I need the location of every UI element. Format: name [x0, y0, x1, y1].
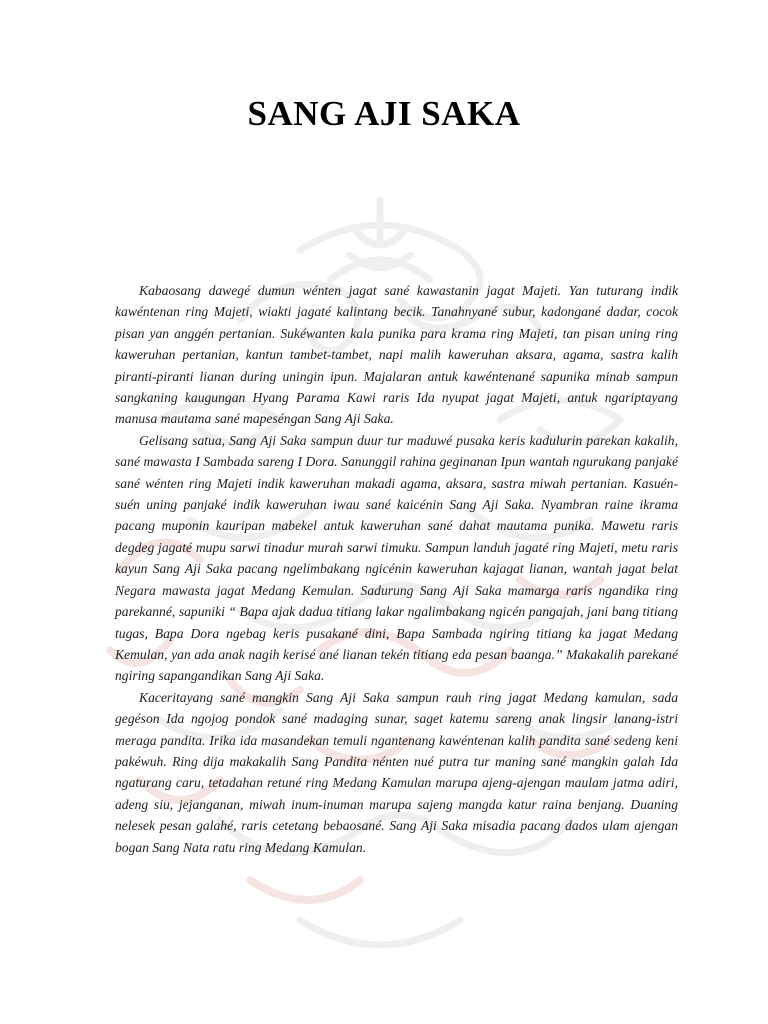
body-text — [115, 280, 678, 858]
paragraph-3: Kaceritayang sané mangkin Sang Aji Saka sampun rauh ring jagat Medang kamulan, sada gegéson Ida ngojog pondok sané madaging sunar, saget katemu sareng anak lingsir lanang-istri meraga pandita. Irika ida masandekan temuli ngantenang kawéntenan kalih pandita sané sedeng keni pakéwuh. Ring dija makakalih Sang Pandita nénten nué putra tur maning sané mangkin galah Ida ngaturang caru, tetadahan retuné ring Medang Kamulan marupa ajeng-ajengan maulam jatma adiri, adeng siu, jejanganan, miwah inum-inuman marupa sajeng mangda katur raina benjang. Duaning nelesek pesan galahé, raris cetetang bebaosané. Sang Aji Saka misadia pacang dados ulam ajengan bogan Sang Nata ratu ring Medang Kamulan. — [115, 689, 678, 855]
paragraph-1: Kabaosang dawegé dumun wénten jagat sané kawastanin jagat Majeti. Yan tuturang indik kawéntenan ring Majeti, wiakti jagaté kalintang becik. Tanahnyané subur, kadongané dadar, cocok pisan yan anggén pertanian. Sukéwanten kala punika para krama ring Majeti, tan pisan uning ring kaweruhan pertanian, kantun tambet-tambet, napi malih kaweruhan aksara, agama, sastra kalih piranti-piranti lianan during uningin ipun. Majalaran antuk kawéntenané sapunika minab sampun sangkaning kaugungan Hyang Parama Kawi raris Ida nyupat jagat Majeti, antuk ngariptayang manusa mautama sané mapeséngan Sang Aji Saka. — [115, 283, 678, 427]
paragraph-2: Gelisang satua, Sang Aji Saka sampun duur tur maduwé pusaka keris kadulurin parekan kakalih, sané mawasta I Sambada sareng I Dora. Sanunggil rahina geginanan Ipun wantah ngurukang panjaké sané wénten ring Majeti indik kaweruhan makadi agama, aksara, sastra miwah pertanian. Kasuén-suén uning panjaké indik kaweruhan iwau sané kaicénin Sang Aji Saka. Nyambran raine ikrama pacang muponin kauripan mabekel antuk kaweruhan sané dahat mautama punika. Mawetu raris degdeg jagaté mupu sarwi tinadur murah sarwi timuku. Sampun landuh jagaté ring Majeti, metu raris kayun Sang Aji Saka pacang ngelimbakang ngicénin kaweruhan kajagat lianan, wantah jagat belat Negara mawasta jagat Medang Kemulan. Sadurung Sang Aji Saka mamarga raris ngandika ring parekanné, sapuniki “ Bapa ajak dadua titiang lakar ngalimbakang ngicén pangajah, jani bang titiang tugas, Bapa Dora ngebag keris pusakané dini, Bapa Sambada ngiring titiang ka jagat Medang Kemulan, yan ada anak nagih kerisé ané lianan tekén titiang eda pesan baanga.” Makakalih parekané ngiring sapangandikan Sang Aji Saka. — [115, 432, 678, 684]
page-title: SANG AJI SAKA — [247, 94, 521, 133]
